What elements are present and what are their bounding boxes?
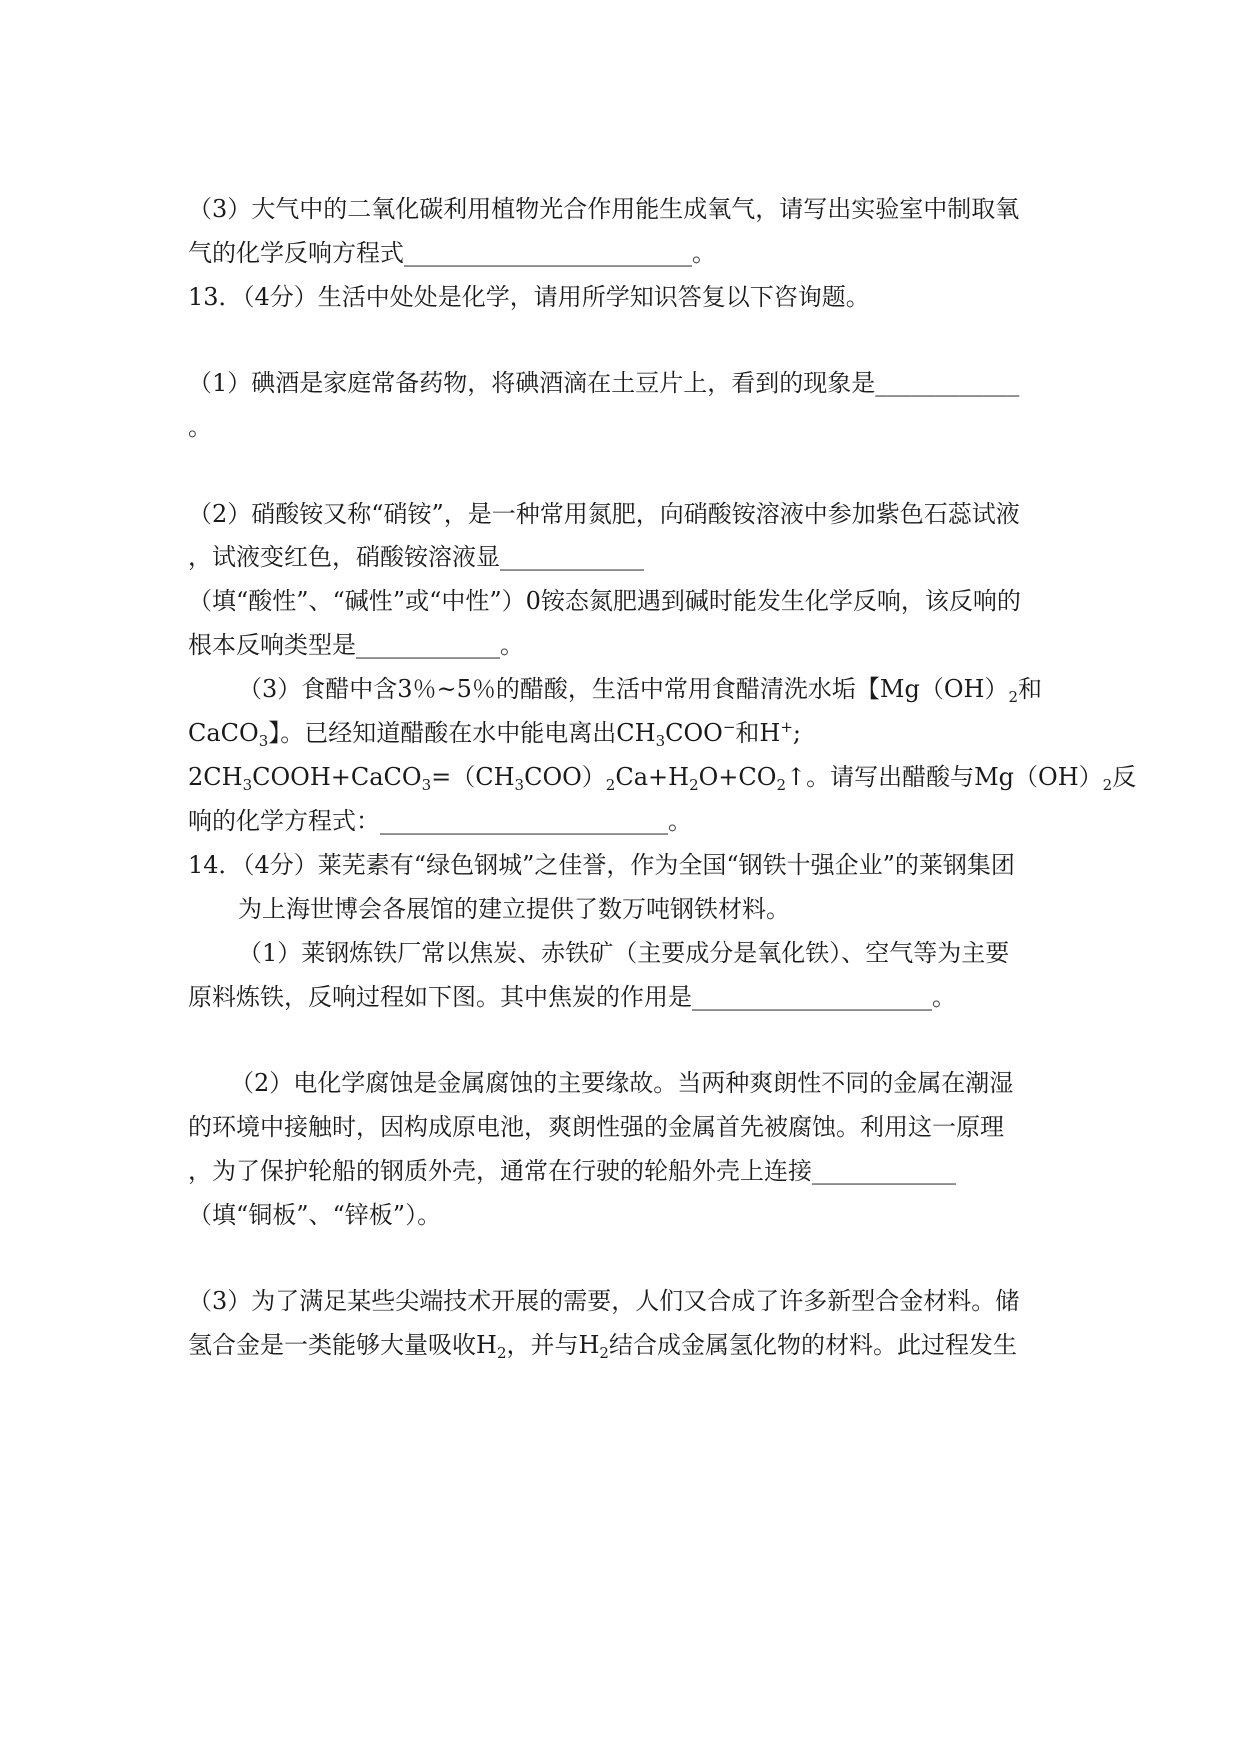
q14-part2-line1: （2）电化学腐蚀是金属腐蚀的主要缘故。当两种爽朗性不同的金属在潮湿 xyxy=(230,1069,1014,1097)
q14-part2-line4: （填“铜板”、“锌板”）。 xyxy=(188,1201,442,1229)
q14-part3-line2: 氢合金是一类能够大量吸收$H_2$，并与$H_2$结合成金属氢化物的材料。此过程发生 xyxy=(188,1331,1017,1362)
q14-part2-line2: 的环境中接触时，因构成原电池，爽朗性强的金属首先被腐蚀。利用这一原理 xyxy=(188,1113,1004,1141)
q14-header-line2: 为上海世博会各展馆的建立提供了数万吨钢铁材料。 xyxy=(238,895,790,923)
q14-part3-line1: （3）为了满足某些尖端技术开展的需要，人们又合成了许多新型合金材料。储 xyxy=(188,1287,1020,1315)
q14-part1-line1: （1）莱钢炼铁厂常以焦炭、赤铁矿（主要成分是氧化铁）、空气等为主要 xyxy=(238,939,1010,967)
q13-part3-line1: （3）食醋中含3％~5％的醋酸，生活中常用食醋清洗水垢【$Mg(OH)_2$和 xyxy=(238,675,1043,706)
q13-part3-line2: CaCO$_3$】。已经知道醋酸在水中能电离出$CH_3COO^-$和H+; xyxy=(188,718,802,750)
q12-part3-line1: （3）大气中的二氧化碳利用植物光合作用能生成氧气，请写出实验室中制取氧 xyxy=(188,195,1020,223)
q14-part1-line2: 原料炼铁，反响过程如下图。其中焦炭的作用是____________________。 xyxy=(188,983,956,1011)
q13-header: 13．（4分）生活中处处是化学，请用所学知识答复以下咨询题。 xyxy=(188,283,870,311)
q12-part3-line2: 气的化学反响方程式________________________。 xyxy=(188,239,716,267)
q13-part2-line3: （填“酸性”、“碱性”或“中性”）0铵态氮肥遇到碱时能发生化学反响，该反响的 xyxy=(188,587,1021,615)
q13-part1-line2: 。 xyxy=(188,413,212,441)
q13-part3-line4: 响的化学方程式：________________________。 xyxy=(188,807,692,835)
q13-part2-line2: ，试液变红色，硝酸铵溶液显____________ xyxy=(188,543,644,571)
q14-header-line1: 14．（4分）莱芜素有“绿色钢城”之佳誉，作为全国“钢铁十强企业”的莱钢集团 xyxy=(188,851,1015,879)
q13-part1-line1: （1）碘酒是家庭常备药物，将碘酒滴在土豆片上，看到的现象是____________ xyxy=(188,369,1020,397)
q13-part2-line1: （2）硝酸铵又称“硝铵”，是一种常用氮肥，向硝酸铵溶液中参加紫色石蕊试液 xyxy=(188,500,1020,528)
q14-part2-line3: ，为了保护轮船的钢质外壳，通常在行驶的轮船外壳上连接____________ xyxy=(188,1157,956,1185)
q13-part2-line4: 根本反响类型是____________。 xyxy=(188,631,524,659)
q13-part3-line3: $2CH_3COOH+CaCO_3=(CH_3COO)_2Ca+H_2O+CO_2↑$。请写出醋酸与$Mg(OH)_2$反 xyxy=(188,763,1137,794)
